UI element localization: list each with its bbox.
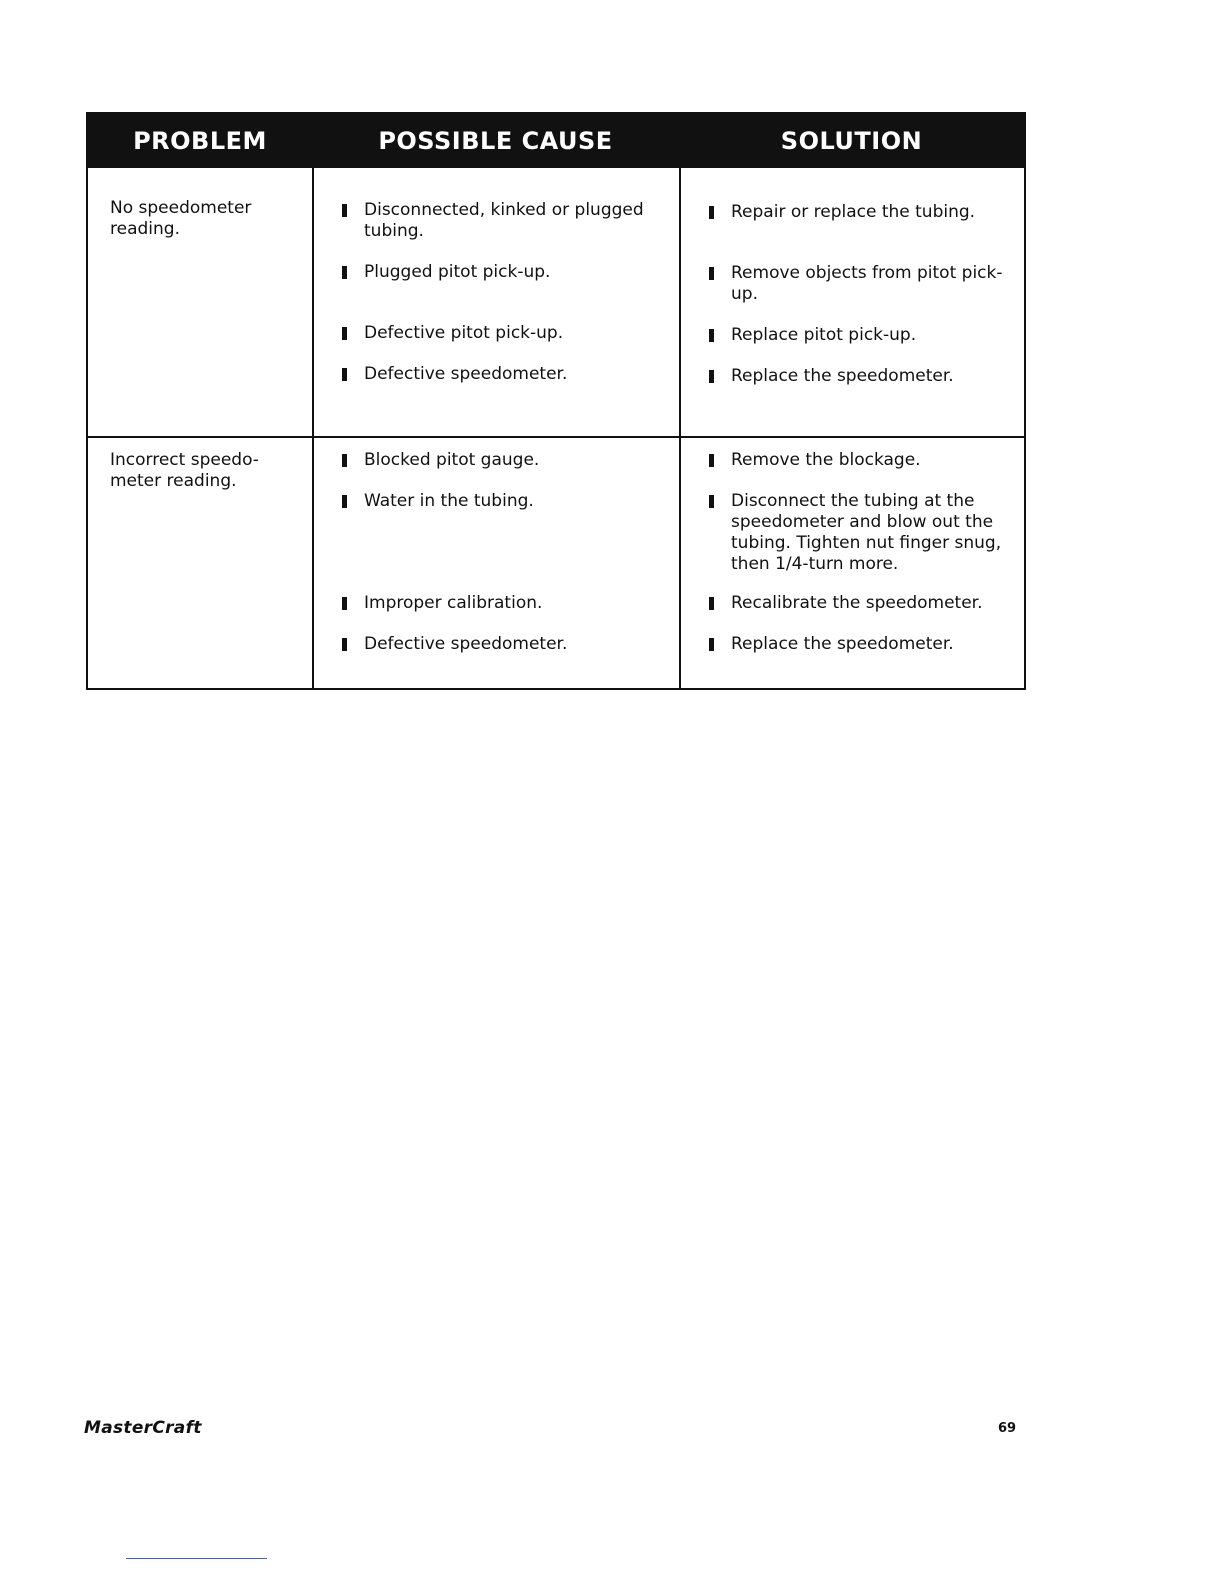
cause-text: Water in the tubing. — [364, 491, 534, 511]
cause-list — [336, 200, 663, 385]
cause-text: Improper calibration. — [364, 593, 543, 613]
bullet-icon — [342, 266, 347, 279]
solution-text: Repair or replace the tubing. — [731, 202, 976, 222]
list-item — [709, 634, 1008, 655]
solution-text: Replace the speedometer. — [731, 634, 954, 654]
list-item — [709, 263, 1008, 325]
solution-list — [703, 450, 1008, 655]
cause-cell — [312, 438, 679, 688]
brand-logo: MasterCraft — [84, 1418, 202, 1438]
list-item — [342, 262, 663, 323]
bullet-icon — [709, 454, 714, 467]
cause-text: Blocked pitot gauge. — [364, 450, 540, 470]
list-item — [342, 200, 663, 262]
bullet-icon — [709, 597, 714, 610]
bullet-icon — [342, 454, 347, 467]
header-problem: PROBLEM — [133, 127, 267, 155]
solution-text: Replace the speedometer. — [731, 366, 954, 386]
header-possible-cause: POSSIBLE CAUSE — [378, 127, 613, 155]
cause-text: Defective pitot pick-up. — [364, 323, 564, 343]
solution-text: Remove objects from pitot pick-up. — [731, 263, 1003, 304]
cause-cell — [312, 168, 679, 436]
problem-cell — [88, 168, 312, 436]
bullet-icon — [709, 206, 714, 219]
problem-text: No speedometer reading. — [110, 198, 252, 239]
bullet-icon — [709, 495, 714, 508]
list-item — [709, 202, 1008, 263]
solution-text: Remove the blockage. — [731, 450, 921, 470]
list-item — [709, 366, 1008, 387]
list-item — [709, 593, 1008, 634]
list-item — [342, 450, 663, 491]
cause-text: Plugged pitot pick-up. — [364, 262, 551, 282]
bullet-icon — [342, 368, 347, 381]
bottom-rule — [126, 1558, 267, 1559]
cause-text: Defective speedometer. — [364, 634, 568, 654]
solution-list — [703, 202, 1008, 387]
problem-text: Incorrect speedo-meter reading. — [110, 450, 259, 491]
cause-text: Disconnected, kinked or plugged tubing. — [364, 200, 644, 241]
bullet-icon — [342, 638, 347, 651]
page-number: 69 — [998, 1421, 1017, 1436]
solution-cell — [679, 438, 1024, 688]
bullet-icon — [709, 267, 714, 280]
list-item — [709, 450, 1008, 491]
solution-cell — [679, 168, 1024, 436]
cause-list — [336, 450, 663, 655]
list-item — [709, 325, 1008, 366]
table-row — [88, 436, 1024, 688]
table-row — [88, 168, 1024, 436]
troubleshooting-table — [86, 112, 1026, 690]
bullet-icon — [342, 597, 347, 610]
solution-text: Recalibrate the speedometer. — [731, 593, 983, 613]
header-solution: SOLUTION — [780, 127, 923, 155]
solution-text: Disconnect the tubing at the speedometer and blow out the tubing. Tighten nut finger snug, then 1/4-turn more. — [731, 491, 1002, 574]
bullet-icon — [342, 495, 347, 508]
list-item — [342, 364, 663, 385]
bullet-icon — [342, 327, 347, 340]
bullet-icon — [342, 204, 347, 217]
solution-text: Replace pitot pick-up. — [731, 325, 917, 345]
bullet-icon — [709, 638, 714, 651]
table-header — [88, 114, 1024, 168]
list-item — [342, 593, 663, 634]
list-item — [342, 491, 663, 593]
list-item — [709, 491, 1008, 593]
cause-text: Defective speedometer. — [364, 364, 568, 384]
bullet-icon — [709, 370, 714, 383]
bullet-icon — [709, 329, 714, 342]
list-item — [342, 634, 663, 655]
problem-cell — [88, 438, 312, 688]
list-item — [342, 323, 663, 364]
